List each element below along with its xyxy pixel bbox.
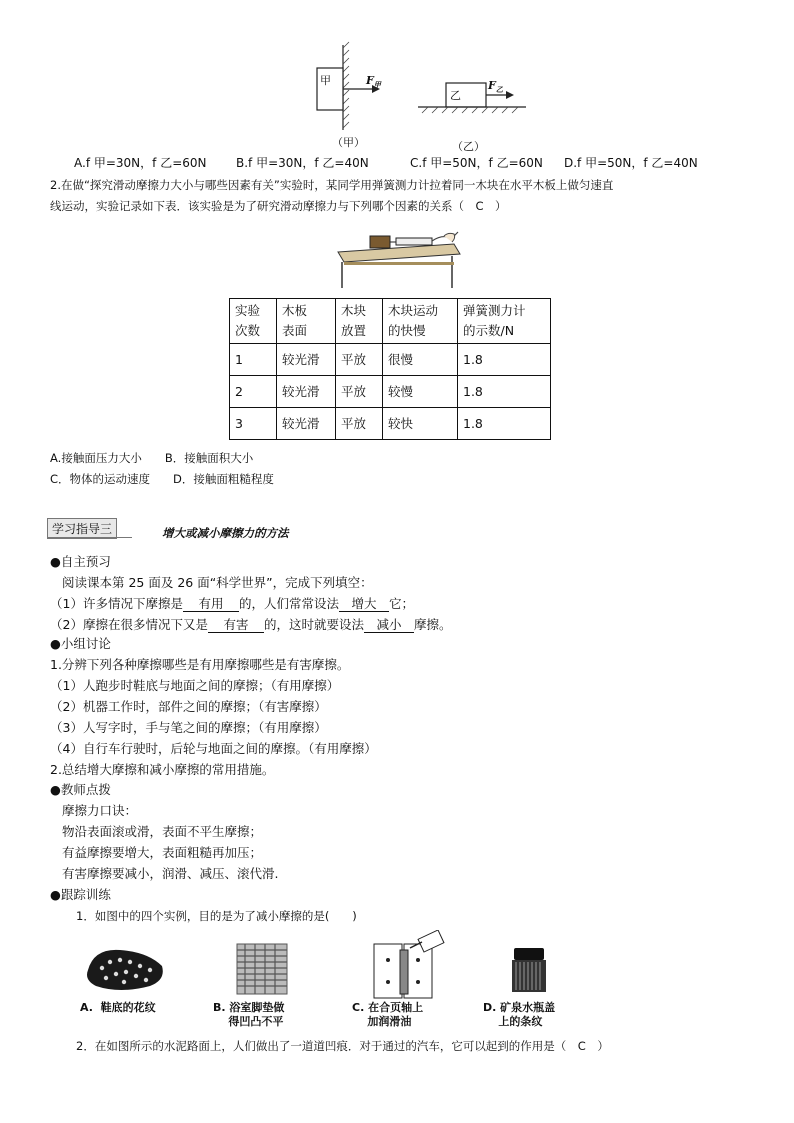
bottle-cap-picture (506, 944, 552, 996)
table-row (230, 376, 551, 408)
table-header-row (230, 299, 551, 344)
shoe-sole-picture (80, 940, 170, 996)
q1-option-b: B.f 甲=30N，f 乙=40N (236, 156, 369, 170)
experiment-table (229, 298, 551, 440)
practice-heading: ●跟踪训练 (50, 887, 111, 902)
tips-line: 摩擦力口诀： (62, 803, 138, 818)
table-row (230, 344, 551, 376)
caption-jia: （甲） (332, 136, 365, 149)
hinge-oil-picture (370, 930, 448, 1000)
table-cell: 平放 (336, 344, 383, 376)
pic-caption-b: B. 浴室脚垫做 得凹凸不平 (213, 1001, 285, 1028)
header-cell: 实验 次数 (230, 299, 277, 344)
table-cell: 2 (230, 376, 277, 408)
table-cell: 较光滑 (277, 408, 336, 440)
table-cell: 1 (230, 344, 277, 376)
table-row (230, 408, 551, 440)
blank-answer: 有害 (208, 617, 264, 633)
caption-yi: （乙） (452, 140, 485, 153)
practice-q2: 2．在如图所示的水泥路面上，人们做出了一道道凹痕．对于通过的汽车，它可以起到的作用是（ C ） (76, 1039, 609, 1053)
blank-answer: 增大 (339, 596, 389, 612)
force-yi-label: $F_乙$ (488, 79, 503, 95)
pic-caption-c: C. 在合页轴上 加润滑油 (352, 1001, 424, 1028)
q2-text-line2: 线运动，实验记录如下表．该实验是为了研究滑动摩擦力与下列哪个因素的关系（ C ） (50, 199, 507, 213)
table-cell: 很慢 (383, 344, 458, 376)
section-tag-underline (47, 537, 132, 538)
q1-option-d: D.f 甲=50N，f 乙=40N (564, 156, 698, 170)
q2-text-line1: 2.在做“探究滑动摩擦力大小与哪些因素有关”实验时，某同学用弹簧测力计拉着同一木块在水平木板上做匀速直 (50, 178, 614, 192)
table-cell: 平放 (336, 376, 383, 408)
list-item: （3）人写字时，手与笔之间的摩擦；（有用摩擦） (50, 720, 327, 735)
self-preview-line1: （1）许多情况下摩擦是 有用 的，人们常常设法 增大 它； (50, 596, 414, 611)
q2-options-line1: A.接触面压力大小 B．接触面积大小 (50, 451, 254, 465)
tips-line: 有益摩擦要增大，表面粗糙再加压； (62, 845, 263, 860)
q1-option-a: A.f 甲=30N，f 乙=60N (74, 156, 207, 170)
self-preview-heading: ●自主预习 (50, 554, 111, 569)
tips-line: 有害摩擦要减小，润滑、减压、滚代滑. (62, 866, 279, 881)
list-item: （1）人跑步时鞋底与地面之间的摩擦；（有用摩擦） (50, 678, 340, 693)
header-cell: 弹簧测力计 的示数/N (458, 299, 551, 344)
block-yi-label: 乙 (450, 89, 461, 102)
q1-option-c: C.f 甲=50N，f 乙=60N (410, 156, 543, 170)
group-discussion-q1: 1.分辨下列各种摩擦哪些是有用摩擦哪些是有害摩擦。 (50, 657, 350, 672)
force-jia-label: $F_甲$ (366, 74, 381, 90)
table-cell: 较光滑 (277, 344, 336, 376)
header-cell: 木块运动 的快慢 (383, 299, 458, 344)
pic-caption-a: A. 鞋底的花纹 (80, 1001, 156, 1014)
practice-q1: 1．如图中的四个实例，目的是为了减小摩擦的是( ) (76, 909, 357, 923)
self-preview-intro: 阅读课本第 25 面及 26 面“科学世界”，完成下列填空： (62, 575, 373, 590)
table-cell: 1.8 (458, 408, 551, 440)
header-cell: 木板 表面 (277, 299, 336, 344)
blank-answer: 减小 (364, 617, 414, 633)
section-tag: 学习指导三 (47, 518, 117, 539)
q2-options-line2: C．物体的运动速度 D．接触面粗糙程度 (50, 472, 274, 486)
group-discussion-q2: 2.总结增大摩擦和减小摩擦的常用措施。 (50, 762, 275, 777)
table-cell: 较光滑 (277, 376, 336, 408)
list-item: （4）自行车行驶时，后轮与地面之间的摩擦。（有用摩擦） (50, 741, 377, 756)
header-cell: 木块 放置 (336, 299, 383, 344)
blank-answer: 有用 (183, 596, 239, 612)
pic-caption-d: D. 矿泉水瓶盖 上的条纹 (483, 1001, 556, 1028)
list-item: （2）机器工作时，部件之间的摩擦；（有害摩擦） (50, 699, 327, 714)
bath-mat-picture (235, 942, 289, 996)
table-cell: 1.8 (458, 376, 551, 408)
table-cell: 平放 (336, 408, 383, 440)
table-cell: 较快 (383, 408, 458, 440)
section-title: 增大或减小摩擦力的方法 (162, 526, 289, 540)
tips-line: 物沿表面滚或滑，表面不平生摩擦； (62, 824, 263, 839)
table-cell: 较慢 (383, 376, 458, 408)
self-preview-line2: （2）摩擦在很多情况下又是 有害 的，这时就要设法 减小 摩擦。 (50, 617, 452, 632)
table-cell: 3 (230, 408, 277, 440)
teacher-tips-heading: ●教师点拨 (50, 782, 111, 797)
block-jia-label: 甲 (320, 74, 331, 87)
table-cell: 1.8 (458, 344, 551, 376)
spring-scale-experiment-picture (334, 224, 464, 290)
group-discussion-heading: ●小组讨论 (50, 636, 111, 651)
